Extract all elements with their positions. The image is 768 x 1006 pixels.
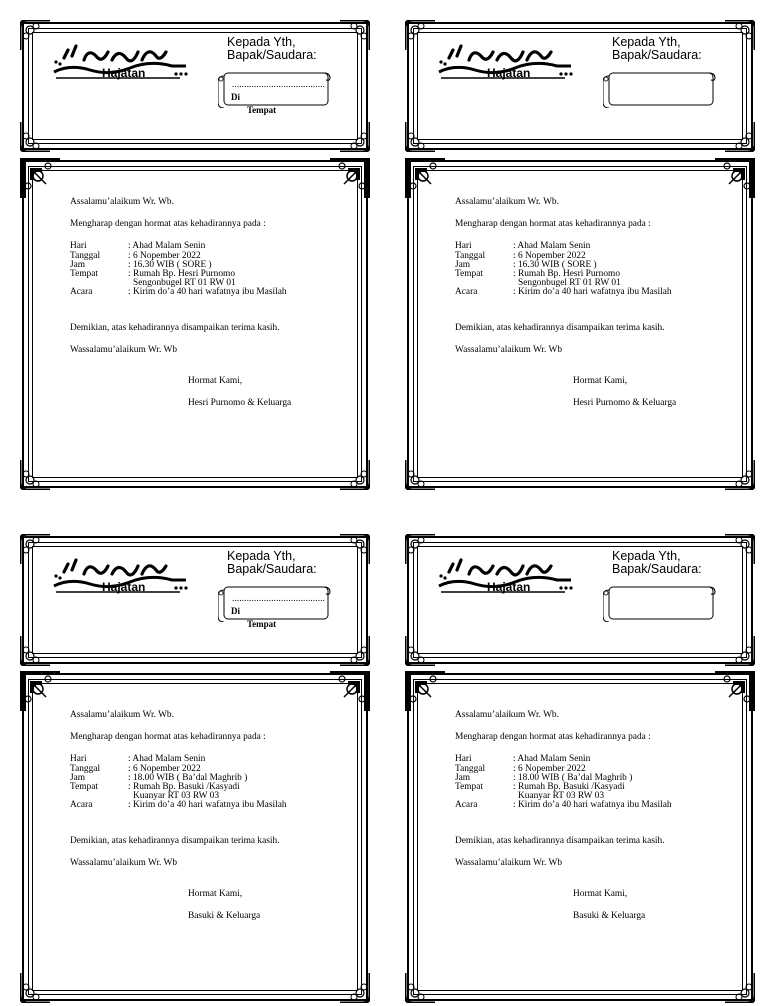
hormat-kami: Hormat Kami, xyxy=(188,376,243,387)
corner-ornament-icon xyxy=(405,534,435,564)
corner-ornament-icon xyxy=(725,636,755,666)
hari-label: Hari xyxy=(455,241,472,252)
jam-value: : 18.00 WIB ( Ba’dal Maghrib ) xyxy=(128,772,248,783)
tanggal-value: : 6 Nopember 2022 xyxy=(128,763,201,774)
tanggal-label: Tanggal xyxy=(455,763,486,774)
invitation-body xyxy=(455,711,723,921)
corner-ornament-icon xyxy=(340,973,370,1003)
corner-ornament-icon xyxy=(340,636,370,666)
hari-label: Hari xyxy=(70,241,87,252)
corner-ornament-icon xyxy=(340,122,370,152)
jam-label: Jam xyxy=(70,259,86,270)
closing-text: Demikian, atas kehadirannya disampaikan terima kasih. xyxy=(455,322,665,333)
invitation-card xyxy=(22,160,368,488)
tempat-label: Tempat xyxy=(70,269,98,280)
acara-row xyxy=(455,801,723,810)
corner-ornament-icon xyxy=(20,122,50,152)
recipient-heading xyxy=(612,550,702,576)
tempat-label: Tempat xyxy=(455,269,483,280)
acara-row xyxy=(70,288,338,297)
invitation-body xyxy=(70,711,338,921)
hajatan-label: Hajatan xyxy=(487,66,531,80)
recipient-heading xyxy=(227,36,317,62)
salam-text: Wassalamu’alaikum Wr. Wb xyxy=(455,344,563,355)
recipient-heading xyxy=(612,36,702,62)
kepada-line1: Kepada Yth, xyxy=(612,549,681,563)
corner-ornament-icon xyxy=(330,671,370,711)
tempat-value-2: Sengonbugel RT 01 RW 01 xyxy=(133,278,236,289)
acara-label: Acara xyxy=(455,287,478,298)
closing-text: Demikian, atas kehadirannya disampaikan terima kasih. xyxy=(455,835,665,846)
tempat-value: : Rumah Bp. Hesri Purnomo xyxy=(513,269,621,280)
address-dots: ...................................... xyxy=(232,593,326,603)
hari-value: : Ahad Malam Senin xyxy=(513,754,591,765)
acara-label: Acara xyxy=(70,800,93,811)
envelope-card xyxy=(22,536,368,664)
hari-row xyxy=(455,755,723,764)
jam-label: Jam xyxy=(70,772,86,783)
kepada-line1: Kepada Yth, xyxy=(227,35,296,49)
corner-ornament-icon xyxy=(725,534,755,564)
corner-ornament-icon xyxy=(20,460,50,490)
greeting: Assalamu’alaikum Wr. Wb. xyxy=(70,710,174,720)
corner-ornament-icon xyxy=(725,460,755,490)
corner-ornament-icon xyxy=(20,636,50,666)
corner-ornament-icon xyxy=(340,534,370,564)
tempat-value: : Rumah Bp. Basuki /Kasyadi xyxy=(513,782,625,793)
intro-text: Mengharap dengan hormat atas kehadirannya pada : xyxy=(455,732,651,743)
hormat-kami: Hormat Kami, xyxy=(188,889,243,900)
corner-ornament-icon xyxy=(405,158,445,198)
tempat-value-2: Kuanyar RT 03 RW 03 xyxy=(518,791,605,802)
corner-ornament-icon xyxy=(340,20,370,50)
corner-ornament-icon xyxy=(715,158,755,198)
tanggal-value: : 6 Nopember 2022 xyxy=(513,250,586,261)
hari-row xyxy=(70,242,338,251)
corner-ornament-icon xyxy=(725,973,755,1003)
signer-name: Basuki & Keluarga xyxy=(188,911,261,922)
greeting: Assalamu’alaikum Wr. Wb. xyxy=(455,197,559,207)
signer-name: Hesri Purnomo & Keluarga xyxy=(188,398,292,409)
envelope-card xyxy=(407,22,753,150)
hari-row xyxy=(455,242,723,251)
corner-ornament-icon xyxy=(340,460,370,490)
hari-value: : Ahad Malam Senin xyxy=(128,754,206,765)
hari-value: : Ahad Malam Senin xyxy=(128,241,206,252)
di-label: Di xyxy=(231,606,240,616)
address-scroll-box xyxy=(218,584,332,622)
tanggal-value: : 6 Nopember 2022 xyxy=(513,763,586,774)
corner-ornament-icon xyxy=(405,460,435,490)
tempat-label: Tempat xyxy=(247,619,277,629)
jam-value: : 16.30 WIB ( SORE ) xyxy=(513,259,597,270)
invitation-card xyxy=(407,673,753,1001)
jam-value: : 18.00 WIB ( Ba’dal Maghrib ) xyxy=(513,772,633,783)
kepada-line2: Bapak/Saudara: xyxy=(612,562,702,576)
hari-label: Hari xyxy=(70,754,87,765)
salam-text: Wassalamu’alaikum Wr. Wb xyxy=(70,344,178,355)
intro-text: Mengharap dengan hormat atas kehadirannya pada : xyxy=(70,732,266,743)
greeting: Assalamu’alaikum Wr. Wb. xyxy=(455,710,559,720)
kepada-line1: Kepada Yth, xyxy=(612,35,681,49)
salam-text: Wassalamu’alaikum Wr. Wb xyxy=(455,857,563,868)
corner-ornament-icon xyxy=(20,20,50,50)
kepada-line2: Bapak/Saudara: xyxy=(227,562,317,576)
hajatan-label: Hajatan xyxy=(487,580,531,594)
hajatan-label: Hajatan xyxy=(102,580,146,594)
acara-value: : Kirim do’a 40 hari wafatnya ibu Masilah xyxy=(128,287,287,298)
kepada-line1: Kepada Yth, xyxy=(227,549,296,563)
intro-text: Mengharap dengan hormat atas kehadirannya pada : xyxy=(70,219,266,230)
corner-ornament-icon xyxy=(405,636,435,666)
tempat-label: Tempat xyxy=(70,782,98,793)
corner-ornament-icon xyxy=(725,122,755,152)
corner-ornament-icon xyxy=(405,973,435,1003)
address-scroll-box xyxy=(603,584,717,622)
intro-text: Mengharap dengan hormat atas kehadirannya pada : xyxy=(455,219,651,230)
corner-ornament-icon xyxy=(20,671,60,711)
hormat-kami: Hormat Kami, xyxy=(573,376,628,387)
hari-value: : Ahad Malam Senin xyxy=(513,241,591,252)
envelope-card xyxy=(407,536,753,664)
tempat-value-2: Sengonbugel RT 01 RW 01 xyxy=(518,278,621,289)
acara-row xyxy=(70,801,338,810)
tanggal-value: : 6 Nopember 2022 xyxy=(128,250,201,261)
tanggal-label: Tanggal xyxy=(70,250,101,261)
address-dots: ...................................... xyxy=(232,79,326,89)
jam-value: : 16.30 WIB ( SORE ) xyxy=(128,259,212,270)
acara-value: : Kirim do’a 40 hari wafatnya ibu Masilah xyxy=(513,287,672,298)
acara-label: Acara xyxy=(455,800,478,811)
acara-value: : Kirim do’a 40 hari wafatnya ibu Masilah xyxy=(513,800,672,811)
envelope-card xyxy=(22,22,368,150)
tempat-value: : Rumah Bp. Hesri Purnomo xyxy=(128,269,236,280)
signer-name: Basuki & Keluarga xyxy=(573,911,646,922)
tempat-label: Tempat xyxy=(247,105,277,115)
corner-ornament-icon xyxy=(405,122,435,152)
corner-ornament-icon xyxy=(20,534,50,564)
corner-ornament-icon xyxy=(715,671,755,711)
corner-ornament-icon xyxy=(20,973,50,1003)
jam-label: Jam xyxy=(455,772,471,783)
kepada-line2: Bapak/Saudara: xyxy=(227,48,317,62)
corner-ornament-icon xyxy=(405,20,435,50)
invitation-body xyxy=(70,198,338,408)
tanggal-label: Tanggal xyxy=(455,250,486,261)
hormat-kami: Hormat Kami, xyxy=(573,889,628,900)
signer-name: Hesri Purnomo & Keluarga xyxy=(573,398,677,409)
invitation-card xyxy=(407,160,753,488)
corner-ornament-icon xyxy=(330,158,370,198)
tanggal-label: Tanggal xyxy=(70,763,101,774)
tempat-value-2: Kuanyar RT 03 RW 03 xyxy=(133,791,220,802)
invitation-body xyxy=(455,198,723,408)
corner-ornament-icon xyxy=(405,671,445,711)
invitation-card xyxy=(22,673,368,1001)
kepada-line2: Bapak/Saudara: xyxy=(612,48,702,62)
corner-ornament-icon xyxy=(20,158,60,198)
hari-row xyxy=(70,755,338,764)
di-label: Di xyxy=(231,92,240,102)
tempat-value: : Rumah Bp. Basuki /Kasyadi xyxy=(128,782,240,793)
closing-text: Demikian, atas kehadirannya disampaikan terima kasih. xyxy=(70,322,280,333)
greeting: Assalamu’alaikum Wr. Wb. xyxy=(70,197,174,207)
recipient-heading xyxy=(227,550,317,576)
hari-label: Hari xyxy=(455,754,472,765)
address-scroll-box xyxy=(218,70,332,108)
acara-row xyxy=(455,288,723,297)
jam-label: Jam xyxy=(455,259,471,270)
acara-value: : Kirim do’a 40 hari wafatnya ibu Masilah xyxy=(128,800,287,811)
address-scroll-box xyxy=(603,70,717,108)
closing-text: Demikian, atas kehadirannya disampaikan terima kasih. xyxy=(70,835,280,846)
salam-text: Wassalamu’alaikum Wr. Wb xyxy=(70,857,178,868)
corner-ornament-icon xyxy=(725,20,755,50)
hajatan-label: Hajatan xyxy=(102,66,146,80)
acara-label: Acara xyxy=(70,287,93,298)
tempat-label: Tempat xyxy=(455,782,483,793)
